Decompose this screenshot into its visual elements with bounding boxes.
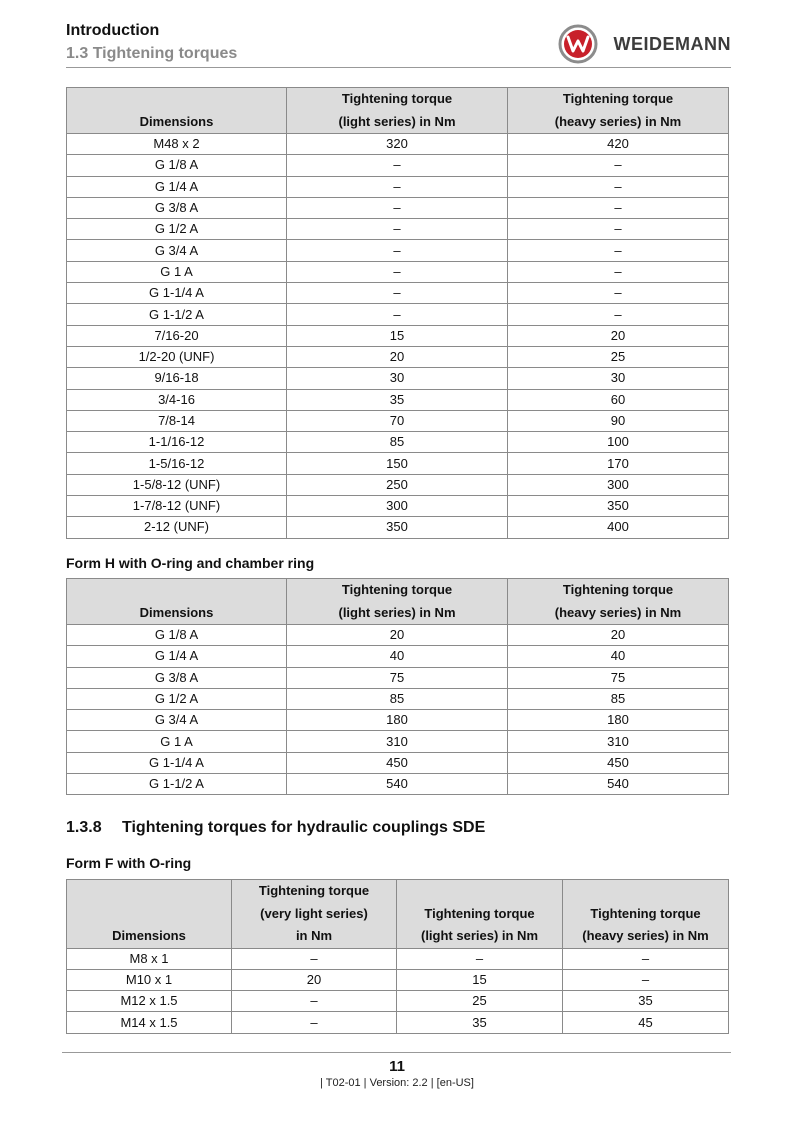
cell-dimension: G 3/4 A bbox=[67, 710, 287, 731]
table-row bbox=[67, 646, 729, 667]
cell-torque: 540 bbox=[287, 774, 508, 795]
header-heavy-series: Tightening torque (heavy series) in Nm bbox=[508, 88, 729, 134]
chapter-number: 1.3.8 bbox=[66, 819, 102, 836]
table-row bbox=[67, 432, 729, 453]
cell-dimension: G 1/2 A bbox=[67, 688, 287, 709]
table-row bbox=[67, 710, 729, 731]
table-header-row bbox=[67, 579, 729, 625]
cell-dimension: G 1 A bbox=[67, 261, 287, 282]
cell-torque: 35 bbox=[563, 991, 729, 1012]
table-row bbox=[67, 219, 729, 240]
cell-dimension: M48 x 2 bbox=[67, 134, 287, 155]
header-very-light-series: Tightening torque (very light series) in Nm bbox=[232, 880, 397, 949]
table-row bbox=[67, 325, 729, 346]
cell-torque: 300 bbox=[508, 474, 729, 495]
table-body bbox=[67, 625, 729, 795]
cell-dimension: 1-1/16-12 bbox=[67, 432, 287, 453]
cell-dimension: M8 x 1 bbox=[67, 948, 232, 969]
table-row bbox=[67, 625, 729, 646]
chapter-title-text: Tightening torques for hydraulic couplings SDE bbox=[122, 819, 486, 836]
table-header-row bbox=[67, 88, 729, 134]
table-row bbox=[67, 752, 729, 773]
cell-dimension: G 1/2 A bbox=[67, 219, 287, 240]
cell-dimension: G 1/4 A bbox=[67, 646, 287, 667]
cell-torque: – bbox=[287, 219, 508, 240]
table-row bbox=[67, 969, 729, 990]
weidemann-logo-icon bbox=[558, 24, 598, 64]
cell-torque: 35 bbox=[397, 1012, 563, 1033]
cell-torque: 40 bbox=[508, 646, 729, 667]
cell-torque: – bbox=[508, 197, 729, 218]
cell-torque: 25 bbox=[508, 346, 729, 367]
cell-torque: – bbox=[287, 240, 508, 261]
cell-dimension: G 1 A bbox=[67, 731, 287, 752]
cell-dimension: 9/16-18 bbox=[67, 368, 287, 389]
table-row bbox=[67, 731, 729, 752]
cell-torque: 20 bbox=[287, 625, 508, 646]
document-info: | T02-01 | Version: 2.2 | [en-US] bbox=[320, 1077, 474, 1089]
table-row bbox=[67, 368, 729, 389]
header-dimensions: Dimensions bbox=[67, 880, 232, 949]
header-light-series: Tightening torque (light series) in Nm bbox=[287, 579, 508, 625]
table-row bbox=[67, 688, 729, 709]
cell-dimension: G 1-1/4 A bbox=[67, 752, 287, 773]
cell-torque: – bbox=[508, 240, 729, 261]
cell-torque: 180 bbox=[508, 710, 729, 731]
cell-torque: 25 bbox=[397, 991, 563, 1012]
header-light-series: Tightening torque (light series) in Nm bbox=[397, 880, 563, 949]
cell-torque: 30 bbox=[508, 368, 729, 389]
cell-torque: 20 bbox=[232, 969, 397, 990]
brand-logo-group bbox=[558, 24, 732, 64]
cell-dimension: 1-7/8-12 (UNF) bbox=[67, 496, 287, 517]
cell-torque: 85 bbox=[287, 432, 508, 453]
cell-torque: 20 bbox=[508, 325, 729, 346]
cell-torque: 45 bbox=[563, 1012, 729, 1033]
cell-torque: 180 bbox=[287, 710, 508, 731]
torque-table-1 bbox=[66, 87, 729, 539]
cell-dimension: 2-12 (UNF) bbox=[67, 517, 287, 538]
chapter-title: Introduction bbox=[66, 22, 160, 39]
cell-torque: – bbox=[287, 261, 508, 282]
cell-torque: – bbox=[232, 1012, 397, 1033]
cell-torque: – bbox=[287, 283, 508, 304]
cell-torque: – bbox=[287, 176, 508, 197]
cell-torque: – bbox=[563, 969, 729, 990]
cell-torque: 40 bbox=[287, 646, 508, 667]
table-row bbox=[67, 517, 729, 538]
table-row bbox=[67, 240, 729, 261]
cell-dimension: 3/4-16 bbox=[67, 389, 287, 410]
table-row bbox=[67, 155, 729, 176]
cell-torque: 310 bbox=[287, 731, 508, 752]
section-heading-form-h: Form H with O-ring and chamber ring bbox=[66, 555, 315, 571]
table-row bbox=[67, 346, 729, 367]
table-row bbox=[67, 176, 729, 197]
cell-dimension: 7/16-20 bbox=[67, 325, 287, 346]
cell-torque: – bbox=[508, 155, 729, 176]
table-row bbox=[67, 197, 729, 218]
cell-torque: 540 bbox=[508, 774, 729, 795]
cell-torque: 20 bbox=[508, 625, 729, 646]
cell-torque: 85 bbox=[287, 688, 508, 709]
cell-torque: – bbox=[287, 197, 508, 218]
cell-torque: 15 bbox=[287, 325, 508, 346]
table-body bbox=[67, 948, 729, 1033]
cell-torque: 30 bbox=[287, 368, 508, 389]
table-body bbox=[67, 134, 729, 539]
cell-torque: 350 bbox=[508, 496, 729, 517]
cell-torque: 450 bbox=[508, 752, 729, 773]
cell-dimension: M10 x 1 bbox=[67, 969, 232, 990]
table-row bbox=[67, 283, 729, 304]
cell-dimension: 1-5/16-12 bbox=[67, 453, 287, 474]
table-row bbox=[67, 410, 729, 431]
header-dimensions: Dimensions bbox=[67, 88, 287, 134]
table-row bbox=[67, 774, 729, 795]
table-row bbox=[67, 134, 729, 155]
cell-dimension: G 1/8 A bbox=[67, 625, 287, 646]
cell-torque: 60 bbox=[508, 389, 729, 410]
cell-torque: 320 bbox=[287, 134, 508, 155]
cell-torque: 450 bbox=[287, 752, 508, 773]
chapter-heading bbox=[66, 819, 485, 837]
cell-torque: – bbox=[287, 304, 508, 325]
cell-torque: 90 bbox=[508, 410, 729, 431]
cell-torque: 420 bbox=[508, 134, 729, 155]
table-row bbox=[67, 667, 729, 688]
cell-torque: – bbox=[508, 219, 729, 240]
cell-torque: 85 bbox=[508, 688, 729, 709]
section-heading-form-f: Form F with O-ring bbox=[66, 855, 192, 871]
cell-torque: 150 bbox=[287, 453, 508, 474]
brand-name: WEIDEMANN bbox=[613, 33, 731, 54]
cell-dimension: M14 x 1.5 bbox=[67, 1012, 232, 1033]
table-row bbox=[67, 1012, 729, 1033]
torque-table-2 bbox=[66, 578, 729, 795]
cell-torque: 75 bbox=[287, 667, 508, 688]
header-heavy-series: Tightening torque (heavy series) in Nm bbox=[563, 880, 729, 949]
table-row bbox=[67, 496, 729, 517]
table-row bbox=[67, 991, 729, 1012]
table-row bbox=[67, 453, 729, 474]
cell-torque: 250 bbox=[287, 474, 508, 495]
cell-torque: – bbox=[563, 948, 729, 969]
table-header-row bbox=[67, 880, 729, 949]
cell-dimension: G 1-1/4 A bbox=[67, 283, 287, 304]
table-row bbox=[67, 474, 729, 495]
cell-torque: – bbox=[232, 991, 397, 1012]
cell-torque: 70 bbox=[287, 410, 508, 431]
cell-torque: 310 bbox=[508, 731, 729, 752]
page-number: 11 bbox=[389, 1058, 405, 1075]
cell-torque: 75 bbox=[508, 667, 729, 688]
cell-torque: 400 bbox=[508, 517, 729, 538]
header-light-series: Tightening torque (light series) in Nm bbox=[287, 88, 508, 134]
header-dimensions: Dimensions bbox=[67, 579, 287, 625]
cell-torque: 20 bbox=[287, 346, 508, 367]
cell-torque: – bbox=[287, 155, 508, 176]
page-header bbox=[66, 20, 731, 70]
cell-dimension: G 3/8 A bbox=[67, 197, 287, 218]
cell-dimension: G 3/4 A bbox=[67, 240, 287, 261]
cell-dimension: G 1-1/2 A bbox=[67, 304, 287, 325]
cell-dimension: G 1-1/2 A bbox=[67, 774, 287, 795]
cell-torque: 170 bbox=[508, 453, 729, 474]
section-subtitle: 1.3 Tightening torques bbox=[66, 45, 238, 62]
cell-torque: 300 bbox=[287, 496, 508, 517]
cell-dimension: M12 x 1.5 bbox=[67, 991, 232, 1012]
cell-dimension: G 1/8 A bbox=[67, 155, 287, 176]
torque-table-3 bbox=[66, 879, 729, 1034]
cell-dimension: 7/8-14 bbox=[67, 410, 287, 431]
cell-dimension: 1/2-20 (UNF) bbox=[67, 346, 287, 367]
footer-rule bbox=[62, 1052, 731, 1053]
cell-torque: – bbox=[508, 176, 729, 197]
cell-dimension: 1-5/8-12 (UNF) bbox=[67, 474, 287, 495]
cell-dimension: G 3/8 A bbox=[67, 667, 287, 688]
cell-torque: – bbox=[232, 948, 397, 969]
cell-torque: – bbox=[508, 261, 729, 282]
cell-torque: 15 bbox=[397, 969, 563, 990]
header-heavy-series: Tightening torque (heavy series) in Nm bbox=[508, 579, 729, 625]
table-row bbox=[67, 948, 729, 969]
cell-torque: 350 bbox=[287, 517, 508, 538]
table-row bbox=[67, 389, 729, 410]
cell-torque: – bbox=[397, 948, 563, 969]
header-rule bbox=[66, 67, 731, 68]
cell-torque: 100 bbox=[508, 432, 729, 453]
cell-torque: 35 bbox=[287, 389, 508, 410]
table-row bbox=[67, 261, 729, 282]
cell-dimension: G 1/4 A bbox=[67, 176, 287, 197]
cell-torque: – bbox=[508, 304, 729, 325]
cell-torque: – bbox=[508, 283, 729, 304]
table-row bbox=[67, 304, 729, 325]
